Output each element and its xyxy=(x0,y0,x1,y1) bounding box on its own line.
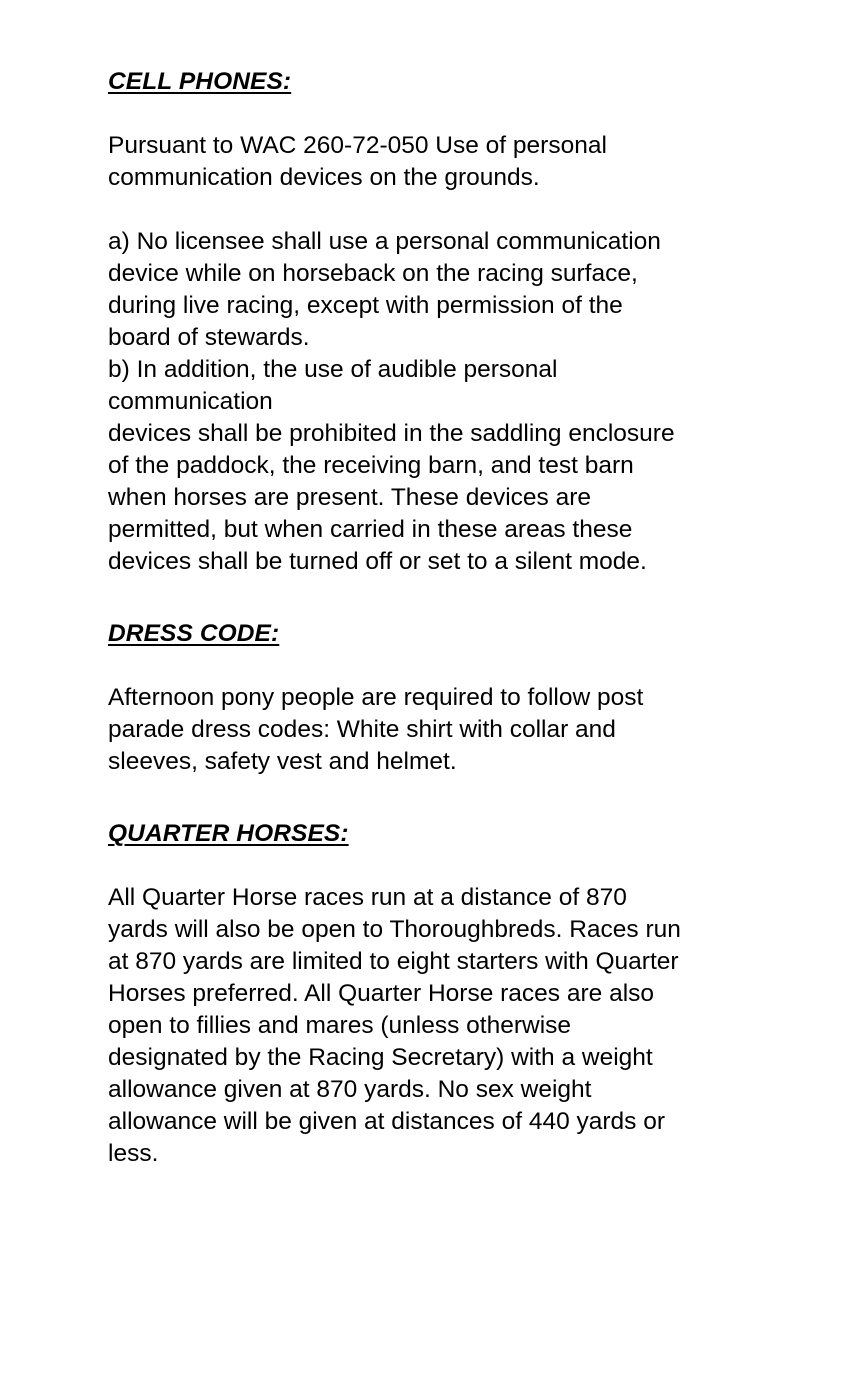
text-line: board of stewards. xyxy=(108,324,310,351)
section-cell-phones xyxy=(108,66,808,578)
text-line: communication devices on the grounds. xyxy=(108,164,540,191)
text-line: a) No licensee shall use a personal communication xyxy=(108,228,661,255)
text-line: allowance given at 870 yards. No sex weight xyxy=(108,1076,592,1103)
section-heading: DRESS CODE: xyxy=(108,620,280,647)
text-line: designated by the Racing Secretary) with a weight xyxy=(108,1044,653,1071)
text-line: devices shall be prohibited in the saddling enclosure xyxy=(108,420,675,447)
text-line: at 870 yards are limited to eight starters with Quarter xyxy=(108,948,679,975)
text-line: sleeves, safety vest and helmet. xyxy=(108,748,457,775)
text-line: device while on horseback on the racing surface, xyxy=(108,260,638,287)
section-heading: QUARTER HORSES: xyxy=(108,820,349,847)
section-dress-code xyxy=(108,618,808,778)
text-line: parade dress codes: White shirt with collar and xyxy=(108,716,616,743)
text-line: yards will also be open to Thoroughbreds. Races run xyxy=(108,916,681,943)
text-line: All Quarter Horse races run at a distance of 870 xyxy=(108,884,627,911)
text-line: Horses preferred. All Quarter Horse races are also xyxy=(108,980,655,1007)
section-quarter-horses xyxy=(108,818,808,1170)
paragraph xyxy=(108,682,808,778)
text-line: Afternoon pony people are required to follow post xyxy=(108,684,644,711)
text-line: Pursuant to WAC 260-72-050 Use of personal xyxy=(108,132,607,159)
text-line: when horses are present. These devices are xyxy=(108,484,592,511)
text-line: allowance will be given at distances of 440 yards or xyxy=(108,1108,666,1135)
text-line: b) In addition, the use of audible personal xyxy=(108,356,558,383)
paragraph xyxy=(108,882,808,1170)
text-line: open to fillies and mares (unless otherwise xyxy=(108,1012,572,1039)
paragraph xyxy=(108,130,808,194)
text-line: communication xyxy=(108,388,273,415)
text-line: during live racing, except with permission of the xyxy=(108,292,623,319)
text-line: devices shall be turned off or set to a silent mode. xyxy=(108,548,647,575)
text-line: permitted, but when carried in these areas these xyxy=(108,516,633,543)
section-heading: CELL PHONES: xyxy=(108,68,292,95)
paragraph xyxy=(108,226,808,578)
document-page xyxy=(108,66,808,1170)
text-line: less. xyxy=(108,1140,159,1167)
text-line: of the paddock, the receiving barn, and test barn xyxy=(108,452,634,479)
